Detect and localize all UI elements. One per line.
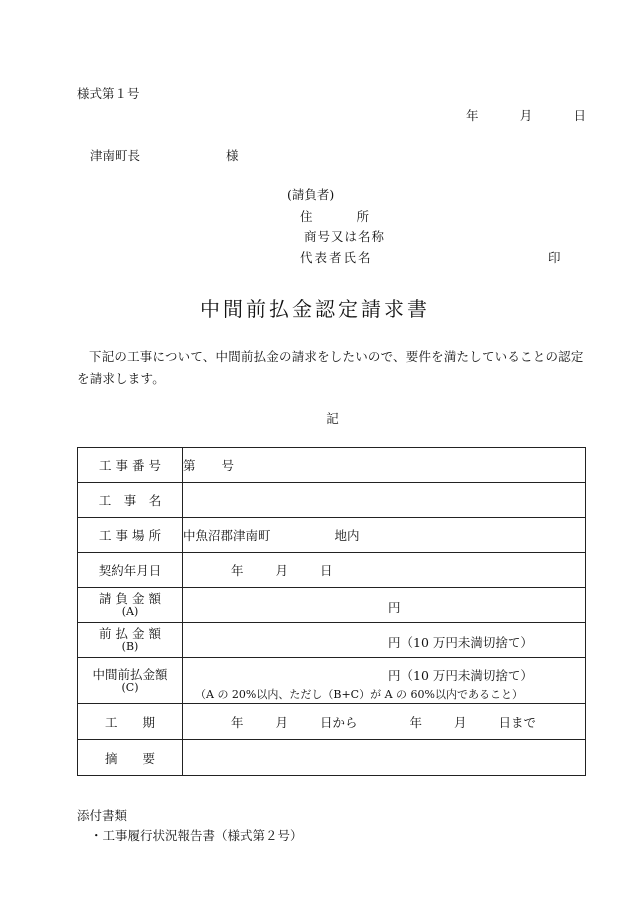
contract-amount-label: 請 負 金 額 [99, 591, 161, 606]
contract-year: 年 [231, 563, 244, 578]
period-end-day: 日まで [498, 714, 537, 730]
request-table [77, 447, 586, 776]
contractor-address-label [300, 207, 369, 225]
body-text: 下記の工事について、中間前払金の請求をしたいので、要件を満たしていることの認定を請求します。 [77, 349, 584, 386]
interim-amount-label: 中間前払金額 [92, 666, 168, 682]
advance-amount-label: 前 払 金 額 [99, 626, 161, 641]
value-construction-site[interactable] [183, 518, 586, 553]
interim-amount-sub: (C) [121, 680, 139, 694]
period-end-month: 月 [454, 714, 467, 730]
contractor-heading: (請負者) [287, 187, 335, 202]
label-interim-amount [78, 658, 183, 704]
seal-mark: 印 [548, 250, 561, 265]
label-remarks: 摘 要 [78, 740, 183, 776]
interim-amount-yen: 円（10 万円未満切捨て） [388, 668, 533, 683]
label-advance-amount [78, 623, 183, 658]
honorific: 様 [226, 148, 239, 163]
label-construction-name: 工 事 名 [78, 483, 183, 518]
row-construction-site [78, 518, 586, 553]
site-suffix: 地内 [334, 528, 360, 543]
row-construction-number [78, 448, 586, 483]
advance-amount-sub: (B) [121, 640, 139, 653]
value-advance-amount[interactable] [183, 623, 586, 658]
addressee: 津南町長 [90, 148, 141, 163]
address-k2: 所 [356, 209, 370, 224]
row-interim-amount [78, 658, 586, 704]
form-number: 様式第１号 [77, 86, 140, 101]
contractor-representative-label: 代表者氏名 [300, 250, 373, 265]
document-title: 中間前払金認定請求書 [200, 297, 430, 321]
contract-amount-sub: (A) [121, 605, 139, 618]
value-construction-name[interactable] [183, 483, 586, 518]
row-construction-name [78, 483, 586, 518]
date-day: 日 [573, 108, 586, 123]
ki-heading: 記 [326, 411, 339, 426]
date-month: 月 [519, 108, 533, 123]
value-construction-period[interactable] [183, 704, 586, 740]
attachment-item: ・工事履行状況報告書（様式第２号） [90, 828, 303, 843]
row-remarks [78, 740, 586, 776]
number-suffix: 号 [221, 458, 235, 473]
label-contract-date: 契約年月日 [78, 553, 183, 588]
number-prefix: 第 [183, 458, 196, 473]
label-contract-amount [78, 588, 183, 623]
value-contract-amount[interactable] [183, 588, 586, 623]
period-start-month: 月 [275, 714, 289, 730]
advance-amount-yen: 円（10 万円未満切捨て） [388, 635, 533, 650]
period-start-day: 日から [320, 714, 358, 730]
attachments-heading: 添付書類 [77, 808, 128, 823]
row-contract-amount [78, 588, 586, 623]
date-line [466, 106, 586, 124]
value-contract-date[interactable] [183, 553, 586, 588]
value-construction-number[interactable] [183, 448, 586, 483]
contract-day: 日 [320, 563, 333, 578]
interim-amount-formula: （A の 20%以内、ただし（B+C）が A の 60%以内であること） [195, 688, 523, 701]
row-contract-date [78, 553, 586, 588]
site-town: 中魚沼郡津南町 [183, 528, 271, 543]
value-interim-amount[interactable] [183, 658, 586, 704]
address-k1: 住 [300, 209, 313, 224]
value-remarks[interactable] [183, 740, 586, 776]
label-construction-number: 工 事 番 号 [78, 448, 183, 483]
contractor-company-label: 商号又は名称 [304, 229, 386, 244]
contract-amount-yen: 円 [388, 600, 401, 615]
date-year: 年 [466, 108, 479, 123]
label-construction-period: 工 期 [78, 704, 183, 740]
label-construction-site: 工 事 場 所 [78, 518, 183, 553]
period-end-year: 年 [409, 714, 423, 730]
period-start-year: 年 [231, 714, 244, 730]
row-advance-amount [78, 623, 586, 658]
row-construction-period [78, 704, 586, 740]
contract-month: 月 [275, 563, 289, 578]
